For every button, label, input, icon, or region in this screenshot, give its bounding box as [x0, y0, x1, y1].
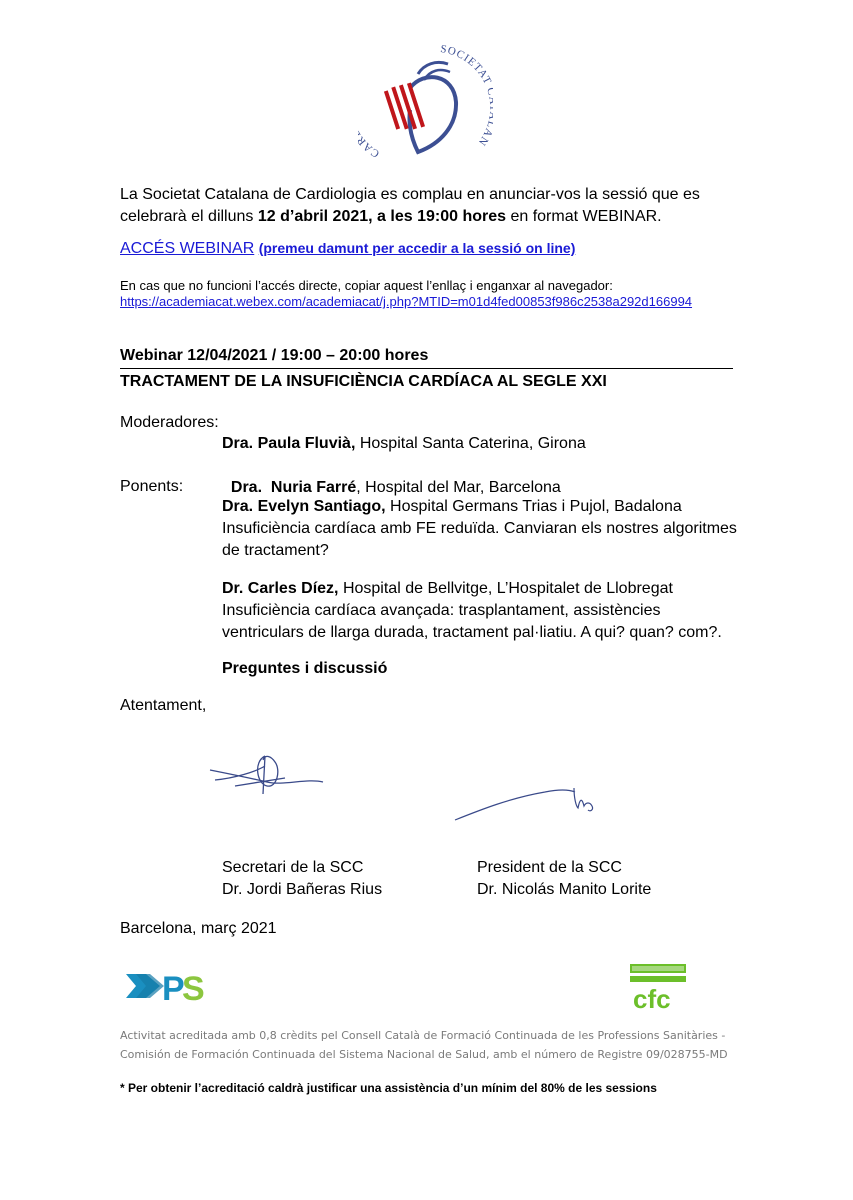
accreditation-text	[120, 1026, 740, 1064]
ps-logo-letter-p: P	[162, 970, 185, 1004]
scc-logo-graphic	[358, 40, 493, 175]
questions-discussion: Preguntes i discussió	[222, 660, 388, 677]
speaker-2	[222, 578, 752, 644]
intro-line-2-end: en format WEBINAR.	[506, 208, 662, 225]
signature-left	[205, 748, 335, 800]
moderator-1-name: Dra. Paula Fluvià,	[222, 435, 356, 452]
intro-line-1: La Societat Catalana de Cardiologia es complau en anunciar-vos la sessió que es	[120, 186, 700, 203]
speaker-1-talk-line-2: de tractament?	[222, 542, 329, 559]
ps-logo	[126, 968, 216, 1004]
signatory-right-name: Dr. Nicolás Manito Lorite	[477, 881, 652, 898]
fallback-text: En cas que no funcioni l’accés directe, copiar aquest l’enllaç i enganxar al navegador:	[120, 278, 613, 293]
moderator-1-affiliation: Hospital Santa Caterina, Girona	[355, 435, 586, 452]
logo-arc-right: SOCIETAT N	[439, 43, 493, 149]
speakers-label: Ponents:	[120, 478, 184, 495]
cfc-logo	[630, 964, 686, 1012]
scc-logo	[358, 40, 493, 175]
intro-paragraph	[120, 184, 760, 228]
access-webinar-link[interactable]: ACCÉS WEBINAR	[120, 240, 255, 257]
signatory-right	[477, 857, 651, 901]
access-webinar-note[interactable]: (premeu damunt per accedir a la sessió on line)	[258, 240, 576, 256]
speaker-2-name: Dr. Carles Díez,	[222, 580, 339, 597]
webinar-access-link[interactable]	[120, 240, 575, 258]
session-header: Webinar 12/04/2021 / 19:00 – 20:00 hores	[120, 347, 429, 364]
moderator-2	[222, 455, 561, 499]
signatory-left-role: Secretari de la SCC	[222, 859, 364, 876]
svg-text:SOCIETAT CATALANA	[358, 40, 493, 148]
signature-right	[450, 776, 610, 826]
intro-date-time: 12 d’abril 2021, a les 19:00 hores	[257, 208, 507, 225]
ps-logo-graphic	[126, 968, 216, 1004]
moderator-1	[222, 433, 586, 455]
speaker-2-talk-line-2: ventriculars de llarga durada, tractament pal·liatiu. A qui? quan? com?.	[222, 624, 722, 641]
speaker-1-name: Dra. Evelyn Santiago,	[222, 498, 386, 515]
logo-arc-left: CA	[360, 139, 382, 160]
cfc-logo-text: cfc	[633, 984, 671, 1012]
signatory-left-name: Dr. Jordi Bañeras Rius	[222, 881, 383, 898]
greeting: Atentament,	[120, 697, 207, 714]
moderator-2-name: Dra. Nuria Farré	[230, 479, 357, 496]
accreditation-line-1: Activitat acreditada amb 0,8 crèdits pel Consell Català de Formació Continuada de les Professions Sanitàries -	[120, 1029, 726, 1042]
accreditation-line-2: Comisión de Formación Continuada del Sistema Nacional de Salud, amb el número de Registre 09/028755-MD	[120, 1048, 728, 1061]
signatory-left	[222, 857, 382, 901]
speaker-2-talk-line-1: Insuficiència cardíaca avançada: trasplantament, assistències	[222, 602, 661, 619]
speaker-1-affiliation: Hospital Germans Trias i Pujol, Badalona	[385, 498, 682, 515]
intro-line-2-start: celebrarà el dilluns	[120, 208, 258, 225]
accreditation-note: * Per obtenir l’acreditació caldrà justificar una assistència d’un mínim del 80% de les sessions	[120, 1081, 657, 1095]
moderator-2-affiliation: , Hospital del Mar, Barcelona	[356, 479, 561, 496]
webinar-url[interactable]: https://academiacat.webex.com/academiacat/j.php?MTID=m01d4fed00853f986c2538a292d166994	[120, 294, 693, 309]
speaker-1	[222, 496, 742, 562]
speaker-1-talk-line-1: Insuficiència cardíaca amb FE reduïda. Canviaran els nostres algoritmes	[222, 520, 737, 537]
place-date: Barcelona, març 2021	[120, 920, 277, 937]
cfc-logo-graphic	[630, 964, 686, 1012]
speaker-2-affiliation: Hospital de Bellvitge, L’Hospitalet de Llobregat	[338, 580, 673, 597]
session-title: TRACTAMENT DE LA INSUFICIÈNCIA CARDÍACA AL SEGLE XXI	[120, 373, 607, 390]
svg-text:CARDIOLOGIA	[358, 73, 382, 160]
intro-line-2	[120, 206, 760, 228]
signatory-right-role: President de la SCC	[477, 859, 622, 876]
ps-logo-letter-s: S	[182, 970, 205, 1004]
session-divider	[120, 368, 733, 369]
moderators-label: Moderadores:	[120, 414, 219, 431]
